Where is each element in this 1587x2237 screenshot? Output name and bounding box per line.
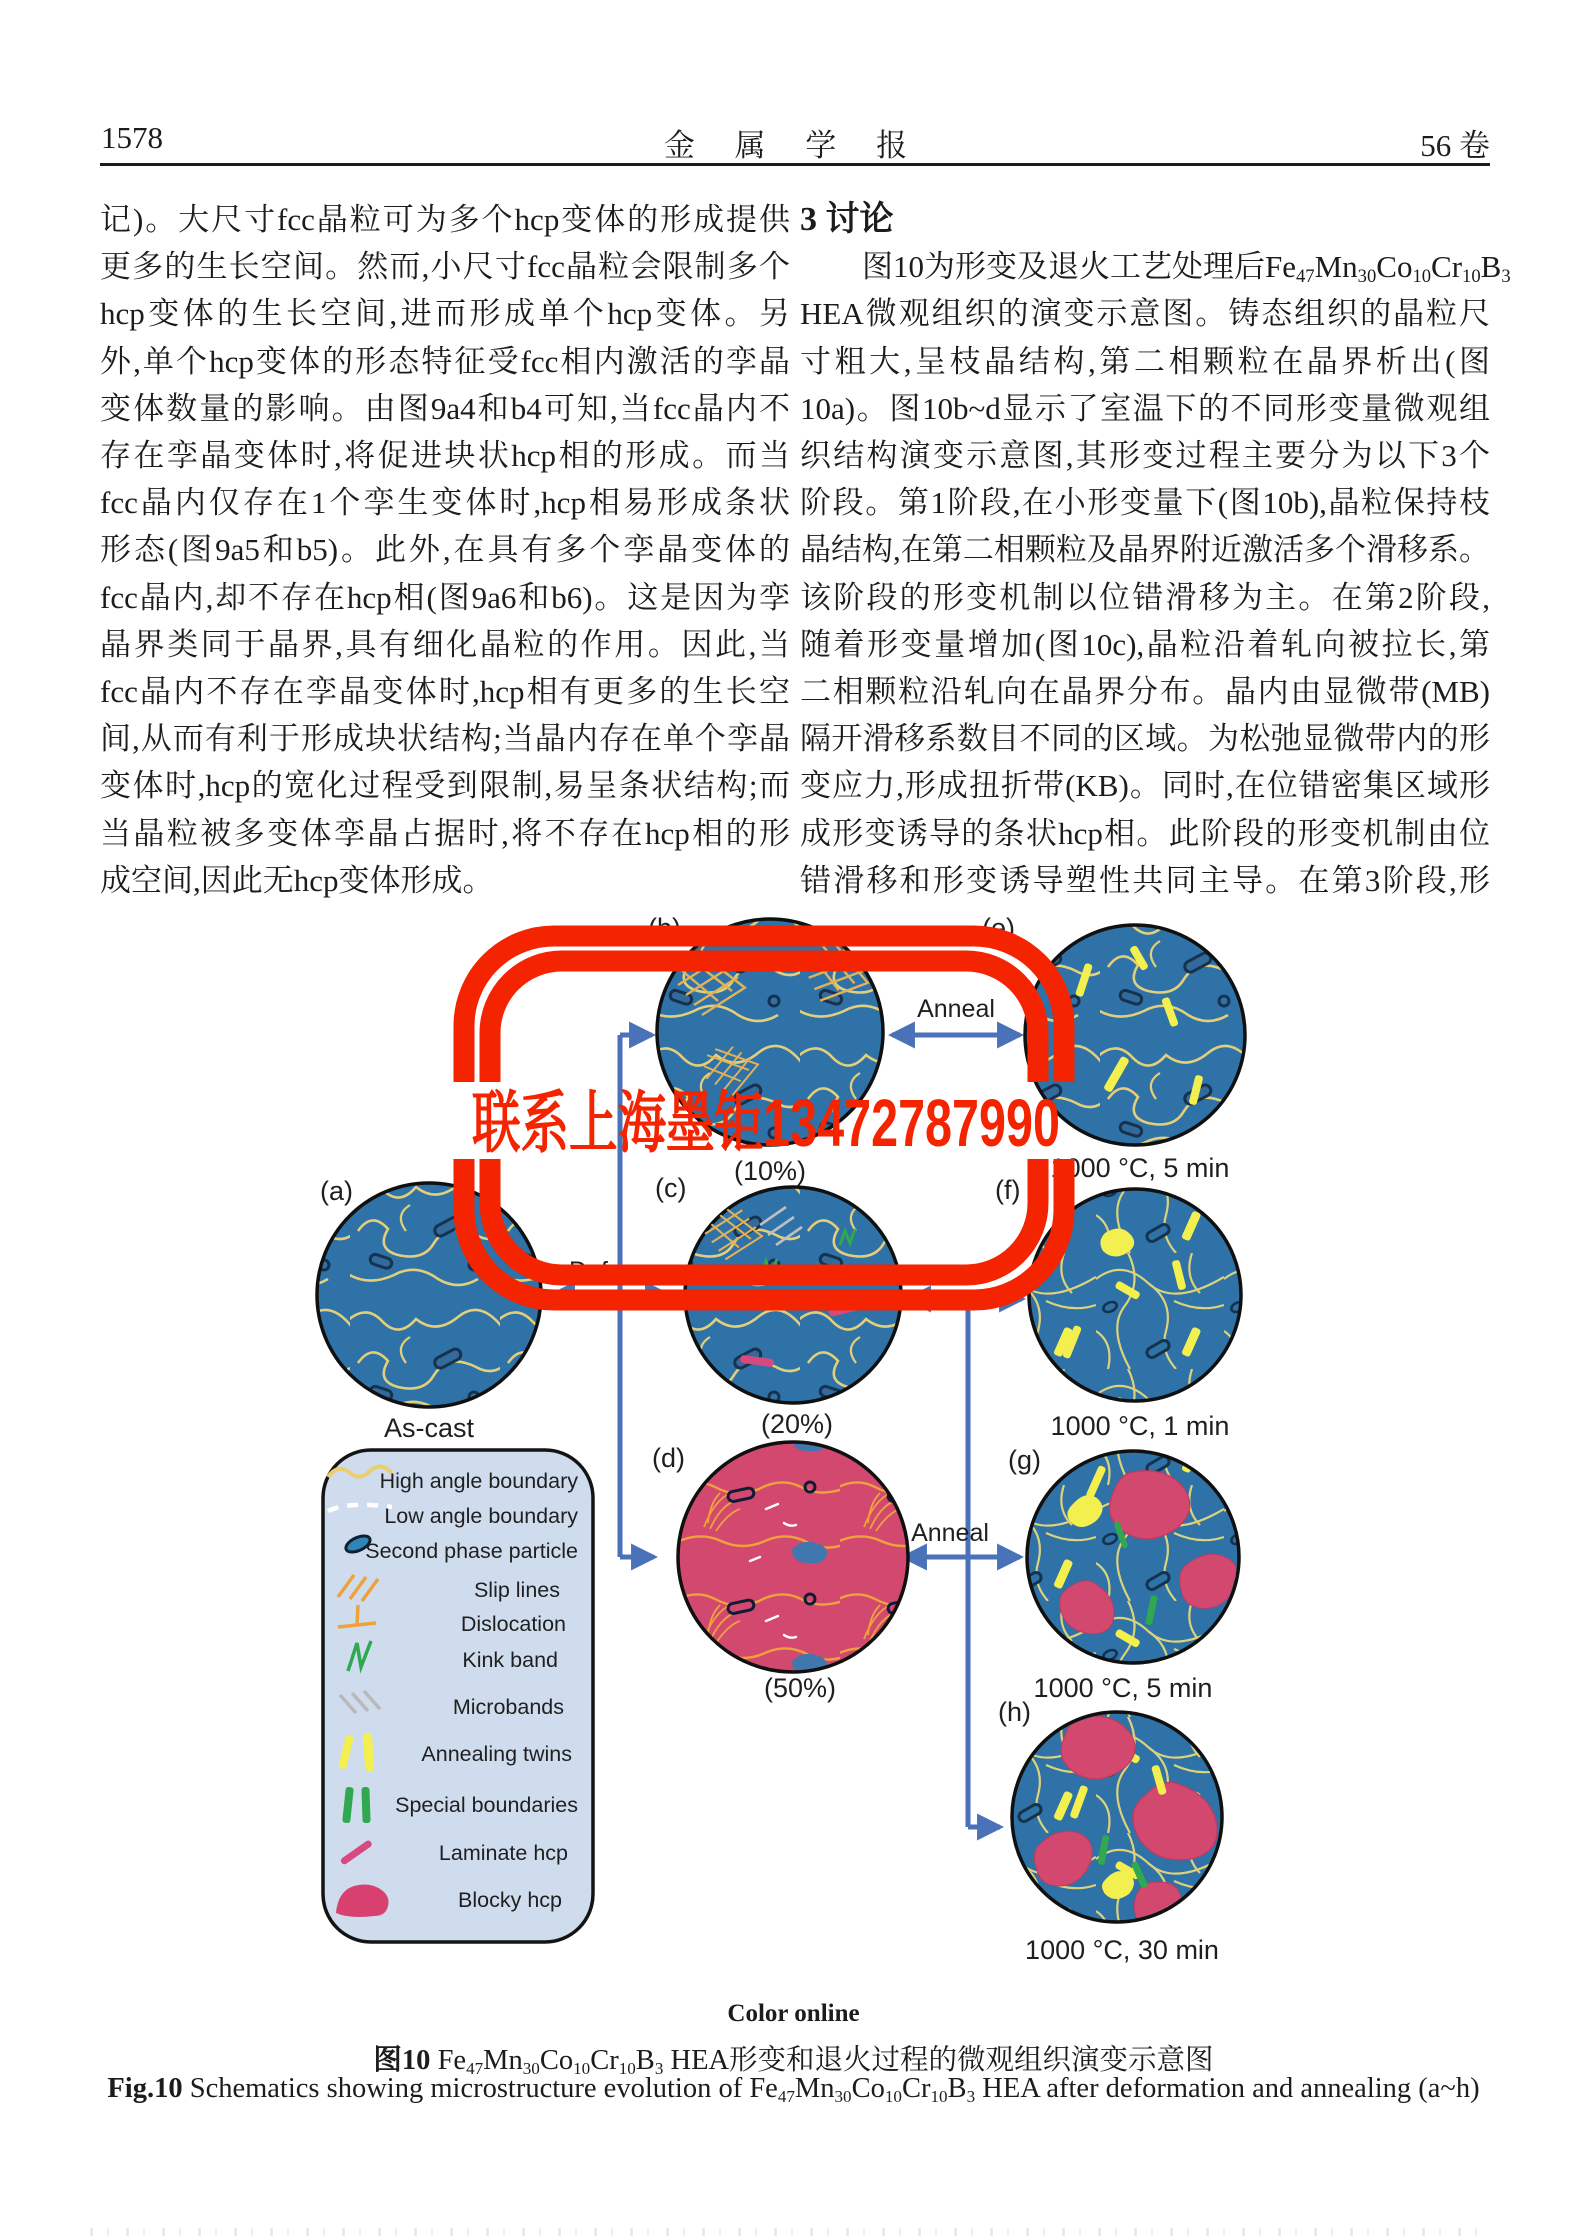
paragraph-line: fcc晶内不存在孪晶变体时,hcp相有更多的生长空: [100, 674, 790, 710]
panel-d-letter: (d): [652, 1443, 685, 1473]
alloy-formula: $Fe_{47}Mn_{30}Co_{10}Cr_{10}B_3$: [749, 2073, 976, 2106]
deform-label: Deform: [569, 1257, 651, 1285]
panel-d-label: (50%): [763, 1673, 837, 1703]
paragraph-line-intro: [800, 243, 1511, 290]
panel-e-label: 1000 °C, 5 min: [1050, 1153, 1230, 1183]
paragraph-line: 间,从而有利于形成块状结构;当晶内存在单个孪晶: [100, 721, 790, 757]
panel-b-circle: [657, 919, 883, 1145]
anneal-label-top: Anneal: [917, 995, 995, 1023]
panel-h-label: 1000 °C, 30 min: [1025, 1935, 1219, 1965]
alloy-formula: $Fe_{47}Mn_{30}Co_{10}Cr_{10}B_3$: [1265, 249, 1511, 288]
paragraph-line: HEA微观组织的演变示意图。铸态组织的晶粒尺: [800, 296, 1490, 332]
paragraph-line: 织结构演变示意图,其形变过程主要分为以下3个: [800, 438, 1490, 474]
paragraph-line: 晶结构,在第二相颗粒及晶界附近激活多个滑移系。: [800, 532, 1490, 568]
paragraph-line: 当晶粒被多变体孪晶占据时,将不存在hcp相的形: [100, 815, 790, 851]
color-online-note: Color online: [727, 2000, 860, 2027]
next-line-cutoff: [90, 2228, 1490, 2236]
panel-d-circle: [678, 1442, 908, 1672]
figure-10-schematic: [200, 905, 1430, 1990]
figure-caption-zh-number: 图10: [373, 2045, 431, 2076]
paragraph-line: 更多的生长空间。然而,小尺寸fcc晶粒会限制多个: [100, 249, 790, 285]
panel-c-circle: [685, 1187, 901, 1403]
legend-label: Low angle boundary: [384, 1504, 578, 1528]
paragraph-line: 晶界类同于晶界,具有细化晶粒的作用。因此,当: [100, 626, 790, 662]
panel-c-label: (20%): [760, 1409, 834, 1439]
legend-label: Second phase particle: [365, 1539, 578, 1563]
paragraph-line: 变体时,hcp的宽化过程受到限制,易呈条状结构;而: [100, 768, 790, 804]
figure-legend: [323, 1450, 593, 1942]
intro-text: 图10为形变及退火工艺处理后: [862, 249, 1265, 285]
paragraph-line: 变体数量的影响。由图9a4和b4可知,当fcc晶内不: [100, 390, 790, 426]
panel-g-label: 1000 °C, 5 min: [1033, 1673, 1213, 1703]
legend-label: Slip lines: [473, 1578, 560, 1602]
paragraph-line: 错滑移和形变诱导塑性共同主导。在第3阶段,形: [800, 862, 1490, 898]
legend-label: Blocky hcp: [458, 1888, 562, 1912]
paragraph-line: 成形变诱导的条状hcp相。此阶段的形变机制由位: [800, 815, 1490, 851]
paragraph-line: fcc晶内,却不存在hcp相(图9a6和b6)。这是因为孪: [100, 579, 790, 615]
journal-title: 金 属 学 报: [663, 128, 924, 163]
right-text-column: [800, 196, 1511, 904]
paragraph-line: 变应力,形成扭折带(KB)。同时,在位错密集区域形: [800, 768, 1490, 804]
panel-c-letter: (c): [655, 1173, 687, 1203]
paragraph-line: 隔开滑移系数目不同的区域。为松弛显微带内的形: [800, 721, 1490, 757]
figure-caption-en: Fig.10 Schematics showing microstructure evolution of $Fe_{47}Mn_{30}Co_{10}Cr_{10}B_3$ HEA after deformation and annealing (a~h): [107, 2073, 1480, 2106]
paragraph-line: 10a)。图10b~d显示了室温下的不同形变量微观组: [800, 390, 1490, 426]
panel-b-letter: (b): [648, 913, 681, 943]
anneal-label-bottom: Anneal: [911, 1519, 989, 1547]
paragraph-line: 随着形变量增加(图10c),晶粒沿着轧向被拉长,第: [800, 626, 1490, 662]
left-text-column: [100, 196, 790, 904]
legend-label: Microbands: [452, 1695, 564, 1719]
panel-a-circle: [317, 1183, 541, 1407]
paragraph-line: 二相颗粒沿轧向在晶界分布。晶内由显微带(MB): [800, 674, 1490, 710]
header-rule: [100, 163, 1490, 166]
legend-label: Special boundaries: [395, 1793, 578, 1817]
left-paragraph: [100, 196, 790, 904]
paragraph-line: 该阶段的形变机制以位错滑移为主。在第2阶段,: [800, 579, 1490, 615]
panel-f-label: 1000 °C, 1 min: [1050, 1411, 1230, 1441]
alloy-formula: $Fe_{47}Mn_{30}Co_{10}Cr_{10}B_3$: [437, 2045, 664, 2078]
panel-a-label: As-cast: [383, 1413, 475, 1443]
watermark-text: 联系上海墨钜13472787990: [472, 1086, 1060, 1161]
right-paragraph: [800, 290, 1490, 904]
panel-f-letter: (f): [995, 1175, 1021, 1205]
page-number: 1578: [101, 120, 163, 155]
legend-label: Laminate hcp: [438, 1841, 568, 1865]
panel-g-letter: (g): [1008, 1445, 1041, 1475]
paragraph-line: 寸粗大,呈枝晶结构,第二相颗粒在晶界析出(图: [800, 343, 1490, 379]
panel-a-letter: (a): [320, 1176, 353, 1206]
paragraph-line: hcp变体的生长空间,进而形成单个hcp变体。另: [100, 296, 790, 332]
paragraph-line: 形态(图9a5和b5)。此外,在具有多个孪晶变体的: [100, 532, 790, 568]
paragraph-line: fcc晶内仅存在1个孪生变体时,hcp相易形成条状: [100, 485, 790, 521]
paragraph-line: 阶段。第1阶段,在小形变量下(图10b),晶粒保持枝: [800, 485, 1490, 521]
legend-label: Annealing twins: [421, 1742, 572, 1766]
section-heading: 3 讨论: [800, 201, 894, 238]
figure-caption-en-number: Fig.10: [107, 2073, 183, 2104]
paragraph-line: 外,单个hcp变体的形态特征受fcc相内激活的孪晶: [100, 343, 790, 379]
legend-label: Dislocation: [460, 1612, 566, 1636]
figure-caption-zh: 图10 $Fe_{47}Mn_{30}Co_{10}Cr_{10}B_3$ HEA形变和退火过程的微观组织演变示意图: [373, 2045, 1214, 2078]
paragraph-line: 成空间,因此无hcp变体形成。: [100, 862, 494, 898]
legend-label: High angle boundary: [379, 1469, 578, 1493]
panel-e-letter: (e): [982, 913, 1015, 943]
legend-label: Kink band: [462, 1648, 558, 1672]
panel-b-label: (10%): [733, 1156, 807, 1186]
paragraph-line: 记)。大尺寸fcc晶粒可为多个hcp变体的形成提供: [100, 202, 790, 237]
panel-h-letter: (h): [998, 1697, 1031, 1727]
volume-number: 56 卷: [1420, 128, 1490, 163]
paragraph-line: 存在孪晶变体时,将促进块状hcp相的形成。而当: [100, 438, 790, 474]
panel-f-circle: [1029, 1189, 1241, 1401]
